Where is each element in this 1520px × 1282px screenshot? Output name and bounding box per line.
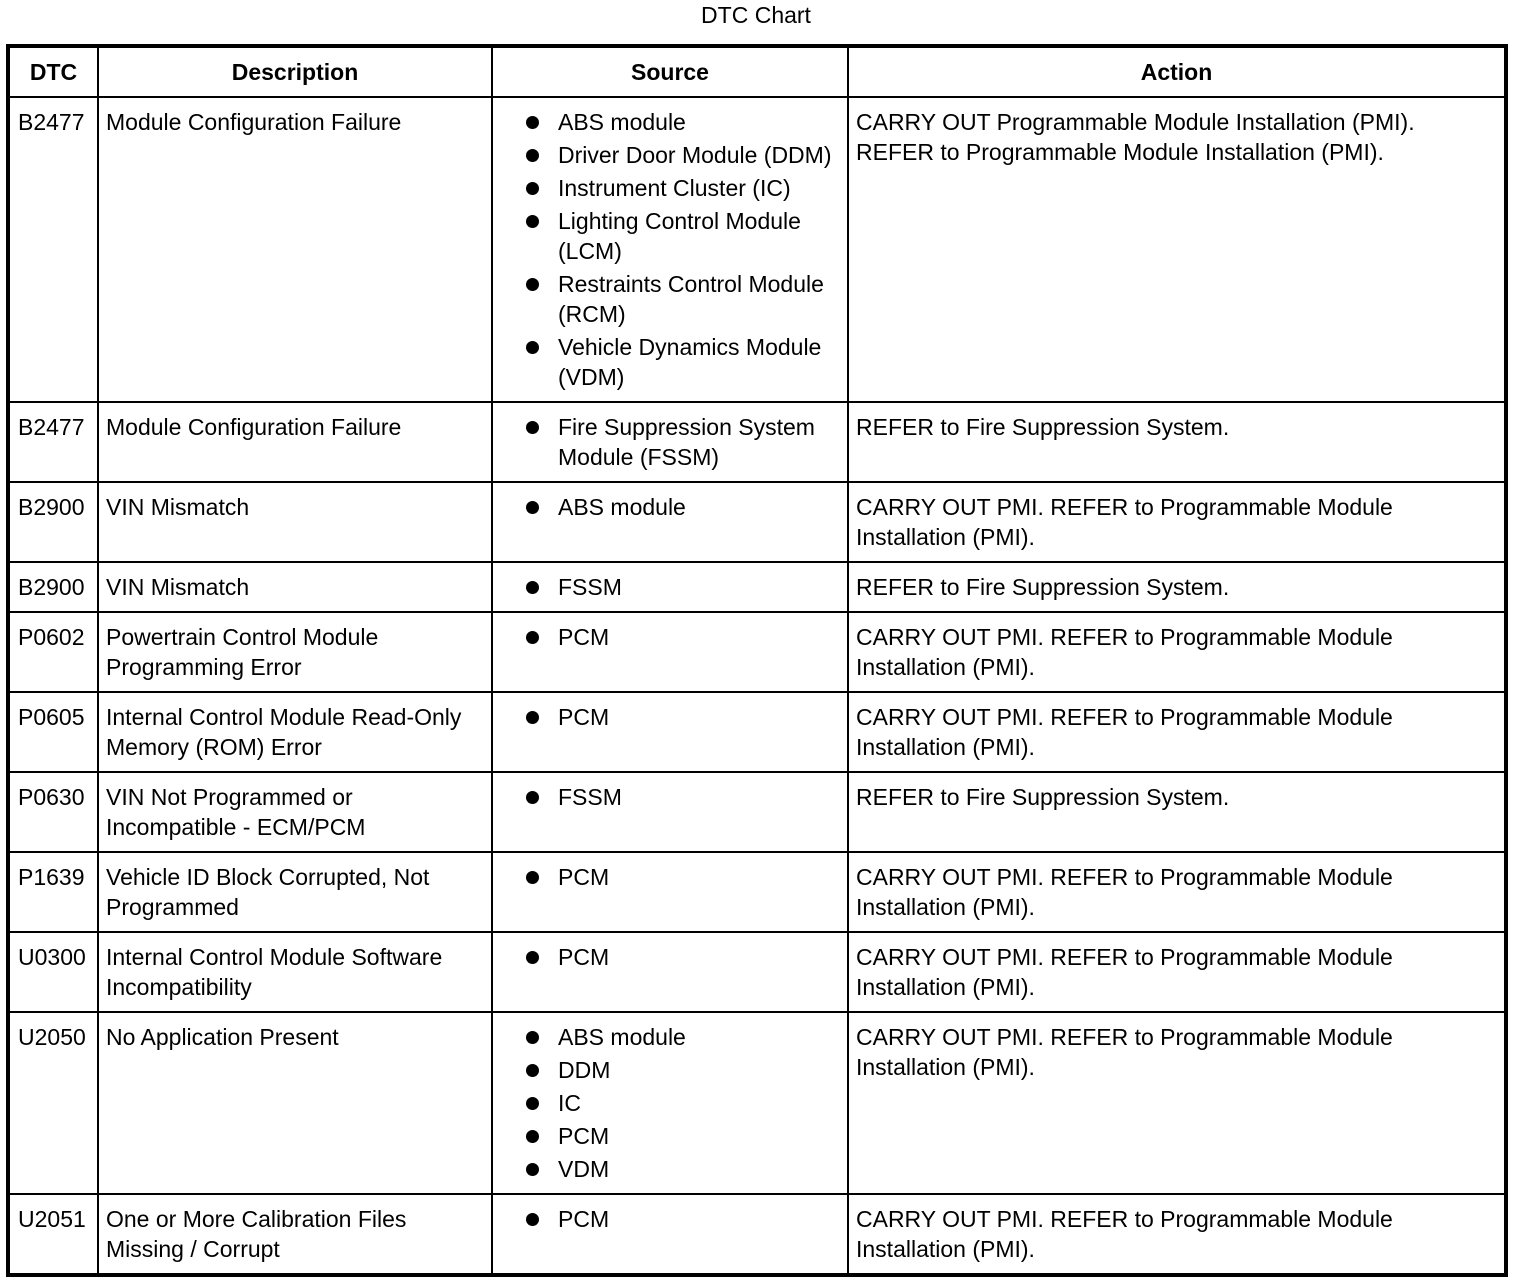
dtc-code: U0300 [8,932,98,1012]
dtc-action: REFER to Fire Suppression System. [848,772,1506,852]
source-item-label: PCM [558,1206,610,1232]
source-item [526,412,840,472]
dtc-code: B2477 [8,402,98,482]
source-item [526,492,840,522]
bullet-icon [526,1031,539,1044]
dtc-code: U2050 [8,1012,98,1194]
source-list [500,782,840,812]
bullet-icon [526,341,539,354]
dtc-source [492,692,848,772]
source-item-label: ABS module [558,1024,686,1050]
source-list [500,1204,840,1234]
bullet-icon [526,1213,539,1226]
dtc-description: One or More Calibration Files Missing / Corrupt [98,1194,492,1275]
dtc-code: B2900 [8,482,98,562]
source-list [500,1022,840,1184]
dtc-source [492,1012,848,1194]
dtc-code: P0630 [8,772,98,852]
source-item [526,572,840,602]
source-item [526,107,840,137]
source-item [526,1204,840,1234]
source-item-label: ABS module [558,109,686,135]
source-item [526,702,840,732]
table-row [8,1012,1506,1194]
dtc-source [492,612,848,692]
dtc-action: CARRY OUT PMI. REFER to Programmable Module Installation (PMI). [848,692,1506,772]
dtc-code: U2051 [8,1194,98,1275]
dtc-source [492,562,848,612]
dtc-description: VIN Not Programmed or Incompatible - ECM/PCM [98,772,492,852]
dtc-description: Internal Control Module Software Incompatibility [98,932,492,1012]
source-item-label: Instrument Cluster (IC) [558,175,791,201]
bullet-icon [526,501,539,514]
source-item [526,1121,840,1151]
dtc-description: Vehicle ID Block Corrupted, Not Programmed [98,852,492,932]
bullet-icon [526,182,539,195]
dtc-source [492,852,848,932]
dtc-source [492,402,848,482]
column-header-dtc: DTC [8,46,98,97]
table-body [8,97,1506,1275]
dtc-code: B2477 [8,97,98,402]
dtc-action: CARRY OUT PMI. REFER to Programmable Module Installation (PMI). [848,1012,1506,1194]
source-item [526,1154,840,1184]
dtc-description: VIN Mismatch [98,482,492,562]
dtc-description: Internal Control Module Read-Only Memory (ROM) Error [98,692,492,772]
column-header-description: Description [98,46,492,97]
bullet-icon [526,1130,539,1143]
table-row [8,772,1506,852]
source-list [500,862,840,892]
source-list [500,572,840,602]
bullet-icon [526,215,539,228]
bullet-icon [526,951,539,964]
bullet-icon [526,581,539,594]
dtc-action: CARRY OUT PMI. REFER to Programmable Module Installation (PMI). [848,932,1506,1012]
source-item [526,140,840,170]
dtc-table [6,44,1508,1277]
bullet-icon [526,1064,539,1077]
source-item [526,173,840,203]
source-list [500,492,840,522]
source-item-label: Lighting Control Module (LCM) [558,208,801,264]
dtc-action: CARRY OUT PMI. REFER to Programmable Module Installation (PMI). [848,1194,1506,1275]
dtc-code: P1639 [8,852,98,932]
dtc-description: Powertrain Control Module Programming Error [98,612,492,692]
source-item-label: PCM [558,704,610,730]
dtc-action: CARRY OUT PMI. REFER to Programmable Module Installation (PMI). [848,852,1506,932]
bullet-icon [526,791,539,804]
source-item-label: ABS module [558,494,686,520]
source-item [526,782,840,812]
table-row [8,402,1506,482]
dtc-source [492,1194,848,1275]
table-row [8,97,1506,402]
dtc-action: REFER to Fire Suppression System. [848,562,1506,612]
dtc-description: No Application Present [98,1012,492,1194]
column-header-action: Action [848,46,1506,97]
source-item-label: Driver Door Module (DDM) [558,142,832,168]
bullet-icon [526,149,539,162]
source-item-label: Fire Suppression System Module (FSSM) [558,414,815,470]
bullet-icon [526,1097,539,1110]
source-item-label: PCM [558,624,610,650]
bullet-icon [526,871,539,884]
dtc-action: CARRY OUT PMI. REFER to Programmable Module Installation (PMI). [848,612,1506,692]
source-list [500,622,840,652]
source-list [500,107,840,392]
dtc-code: P0602 [8,612,98,692]
bullet-icon [526,421,539,434]
bullet-icon [526,116,539,129]
source-item-label: FSSM [558,784,622,810]
source-item [526,206,840,266]
dtc-description: Module Configuration Failure [98,97,492,402]
bullet-icon [526,1163,539,1176]
table-row [8,482,1506,562]
source-item [526,1055,840,1085]
bullet-icon [526,711,539,724]
source-item-label: Restraints Control Module (RCM) [558,271,824,327]
source-list [500,412,840,472]
source-list [500,702,840,732]
table-row [8,692,1506,772]
source-item [526,1022,840,1052]
source-item-label: PCM [558,864,610,890]
source-item-label: PCM [558,944,610,970]
dtc-source [492,932,848,1012]
page-title: DTC Chart [701,2,811,28]
source-item-label: PCM [558,1123,610,1149]
source-item-label: VDM [558,1156,610,1182]
table-row [8,852,1506,932]
dtc-code: P0605 [8,692,98,772]
dtc-code: B2900 [8,562,98,612]
source-item-label: FSSM [558,574,622,600]
bullet-icon [526,278,539,291]
table-row [8,562,1506,612]
source-item-label: Vehicle Dynamics Module (VDM) [558,334,822,390]
dtc-action: CARRY OUT PMI. REFER to Programmable Module Installation (PMI). [848,482,1506,562]
dtc-source [492,482,848,562]
table-row [8,932,1506,1012]
column-header-source: Source [492,46,848,97]
source-item-label: IC [558,1090,581,1116]
source-item [526,862,840,892]
dtc-source [492,772,848,852]
header-row [8,46,1506,97]
table-row [8,612,1506,692]
dtc-source [492,97,848,402]
source-list [500,942,840,972]
dtc-action: CARRY OUT Programmable Module Installation (PMI). REFER to Programmable Module Installation (PMI). [848,97,1506,402]
dtc-description: VIN Mismatch [98,562,492,612]
dtc-action: REFER to Fire Suppression System. [848,402,1506,482]
dtc-description: Module Configuration Failure [98,402,492,482]
source-item-label: DDM [558,1057,611,1083]
table-row [8,1194,1506,1275]
source-item [526,622,840,652]
source-item [526,332,840,392]
bullet-icon [526,631,539,644]
source-item [526,942,840,972]
source-item [526,269,840,329]
source-item [526,1088,840,1118]
